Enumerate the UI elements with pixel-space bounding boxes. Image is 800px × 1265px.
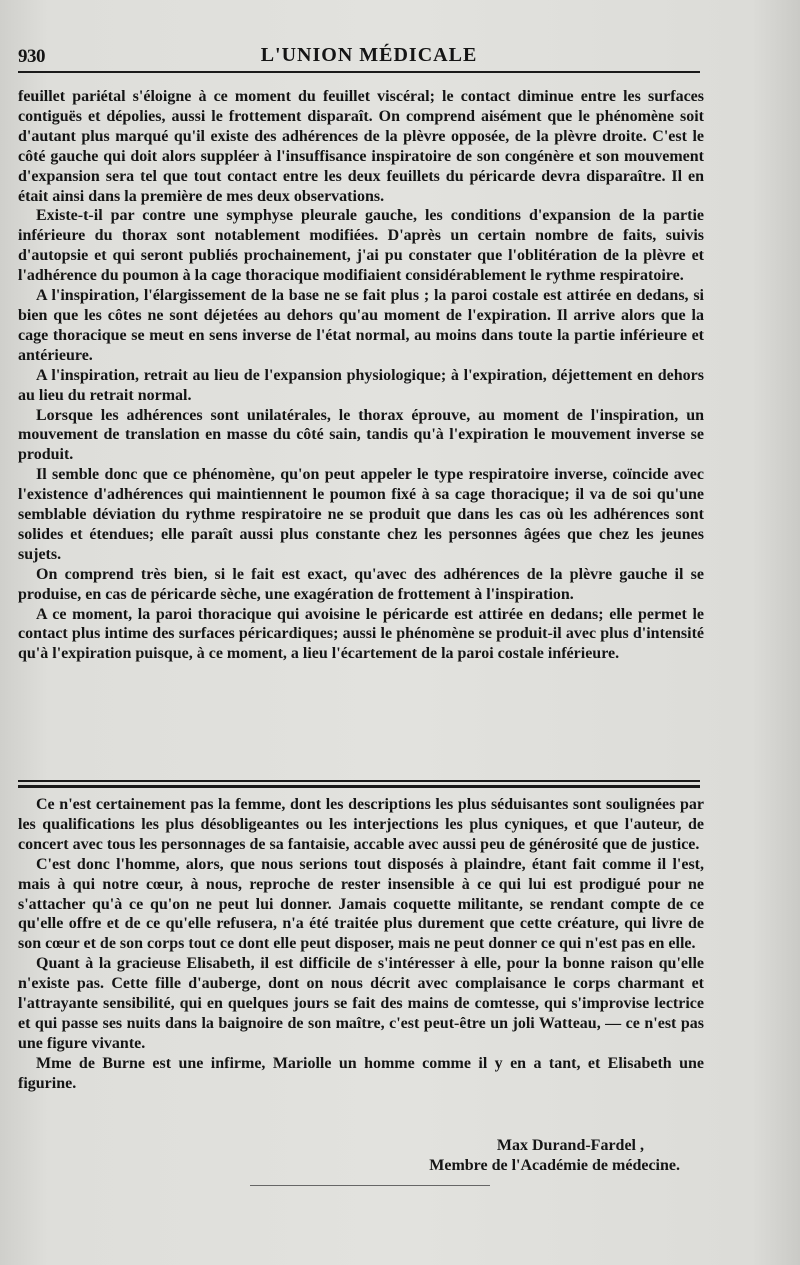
signature-block — [18, 1136, 704, 1176]
section-divider-thin — [18, 780, 700, 782]
end-rule — [250, 1185, 490, 1186]
author-name: Max Durand-Fardel , — [496, 1137, 644, 1154]
medical-article-text — [18, 87, 704, 664]
section-divider-thick — [18, 785, 700, 788]
author-title: Membre de l'Académie de médecine. — [429, 1157, 680, 1174]
paragraph: A ce moment, la paroi thoracique qui avoisine le péricarde est attirée en dedans; elle permet le contact plus intime des surfaces péricardiques; aussi le phénomène se produit-il avec plus d'intensité qu'à l'expiration puisque, à ce moment, a lieu l'écartement de la paroi costale inférieure. — [18, 605, 704, 663]
paragraph: On comprend très bien, si le fait est exact, qu'avec des adhérences de la plèvre gauche il se produise, en cas de péricarde sèche, une exagération de frottement à l'inspiration. — [18, 565, 704, 603]
paragraph: Quant à la gracieuse Elisabeth, il est difficile de s'intéresser à elle, pour la bonne raison qu'elle n'existe pas. Cette fille d'auberge, dont on nous décrit avec complaisance le corps charmant et l'attrayante sensibilité, qui en quelques jours se fait des mains de comtesse, qui s'improvise lectrice et qui passe ses nuits dans la baignoire de son maître, c'est peut-être un joli Watteau, — ce n'est pas une figure vivante. — [18, 955, 704, 1052]
paragraph: C'est donc l'homme, alors, que nous serions tout disposés à plaindre, étant fait comme il l'est, mais à qui notre cœur, à nous, reproche de rester insensible à ce qui lui est prodigué pour ne s'attacher qu'à ce qu'on ne peut lui donner. Jamais coquette militante, se rendant compte de ce qu'elle offre et de ce qu'elle refusera, n'a été traitée plus durement que cette créature, qui livre de son cœur et de son corps tout ce dont elle peut disposer, mais ne peut donner ce qui n'est pas en elle. — [18, 855, 704, 953]
paragraph: feuillet pariétal s'éloigne à ce moment du feuillet viscéral; le contact diminue entre les surfaces contiguës et dépolies, aussi le frottement disparaît. On comprend aisément que le phénomène soit d'autant plus marqué qu'il existe des adhérences de la plèvre opposée, de la plèvre droite. C'est le côté gauche qui doit alors suppléer à l'insuffisance inspiratoire de son congénère et son mouvement d'expansion sera tel que tout contact entre les deux feuillets du péricarde devra disparaître. Il en était ainsi dans la première de mes deux observations. — [18, 88, 704, 205]
running-head: L'UNION MÉDICALE — [260, 44, 478, 66]
paragraph: A l'inspiration, l'élargissement de la base ne se fait plus ; la paroi costale est attirée en dedans, si bien que les côtes ne sont déjetées au dehors qu'au moment de l'expiration. Il arrive alors que la cage thoracique se meut en sens inverse de l'état normal, au moins dans toute la partie inférieure et antérieure. — [18, 287, 704, 364]
paragraph: Existe-t-il par contre une symphyse pleurale gauche, les conditions d'expansion de la partie inférieure du thorax sont notablement modifiées. D'après un certain nombre de faits, suivis d'autopsie et qui seront publiés prochainement, j'ai pu constater que l'oblitération de la plèvre et l'adhérence du poumon à la cage thoracique modifiaient considérablement le rythme respiratoire. — [18, 207, 704, 285]
paragraph: Mme de Burne est une infirme, Mariolle un homme comme il y en a tant, et Elisabeth une figurine. — [18, 1054, 704, 1092]
header-rule — [18, 71, 700, 73]
page-number: 930 — [18, 46, 45, 67]
paragraph: Ce n'est certainement pas la femme, dont les descriptions les plus séduisantes sont soulignées par les qualifications les plus désobligeantes ou les interjections les plus cyniques, et que l'auteur, de concert avec tous les personnages de sa fantaisie, accable avec aussi peu de générosité que de justice. — [18, 796, 704, 853]
paragraph: A l'inspiration, retrait au lieu de l'expansion physiologique; à l'expiration, déjettement en dehors au lieu du retrait normal. — [18, 366, 704, 404]
page-header — [18, 40, 700, 70]
literary-review-text — [18, 795, 704, 1094]
paragraph: Il semble donc que ce phénomène, qu'on peut appeler le type respiratoire inverse, coïncide avec l'existence d'adhérences qui maintiennent le poumon fixé à sa cage thoracique; il va de soi qu'une semblable déviation du rythme respiratoire ne se produit que dans les cas où les adhérences sont solides et étendues; elle paraît aussi plus constante chez les personnes âgées que chez les jeunes sujets. — [18, 466, 704, 563]
paragraph: Lorsque les adhérences sont unilatérales, le thorax éprouve, au moment de l'inspiration, un mouvement de translation en masse du côté sain, tandis qu'à l'expiration le mouvement inverse se produit. — [18, 406, 704, 464]
